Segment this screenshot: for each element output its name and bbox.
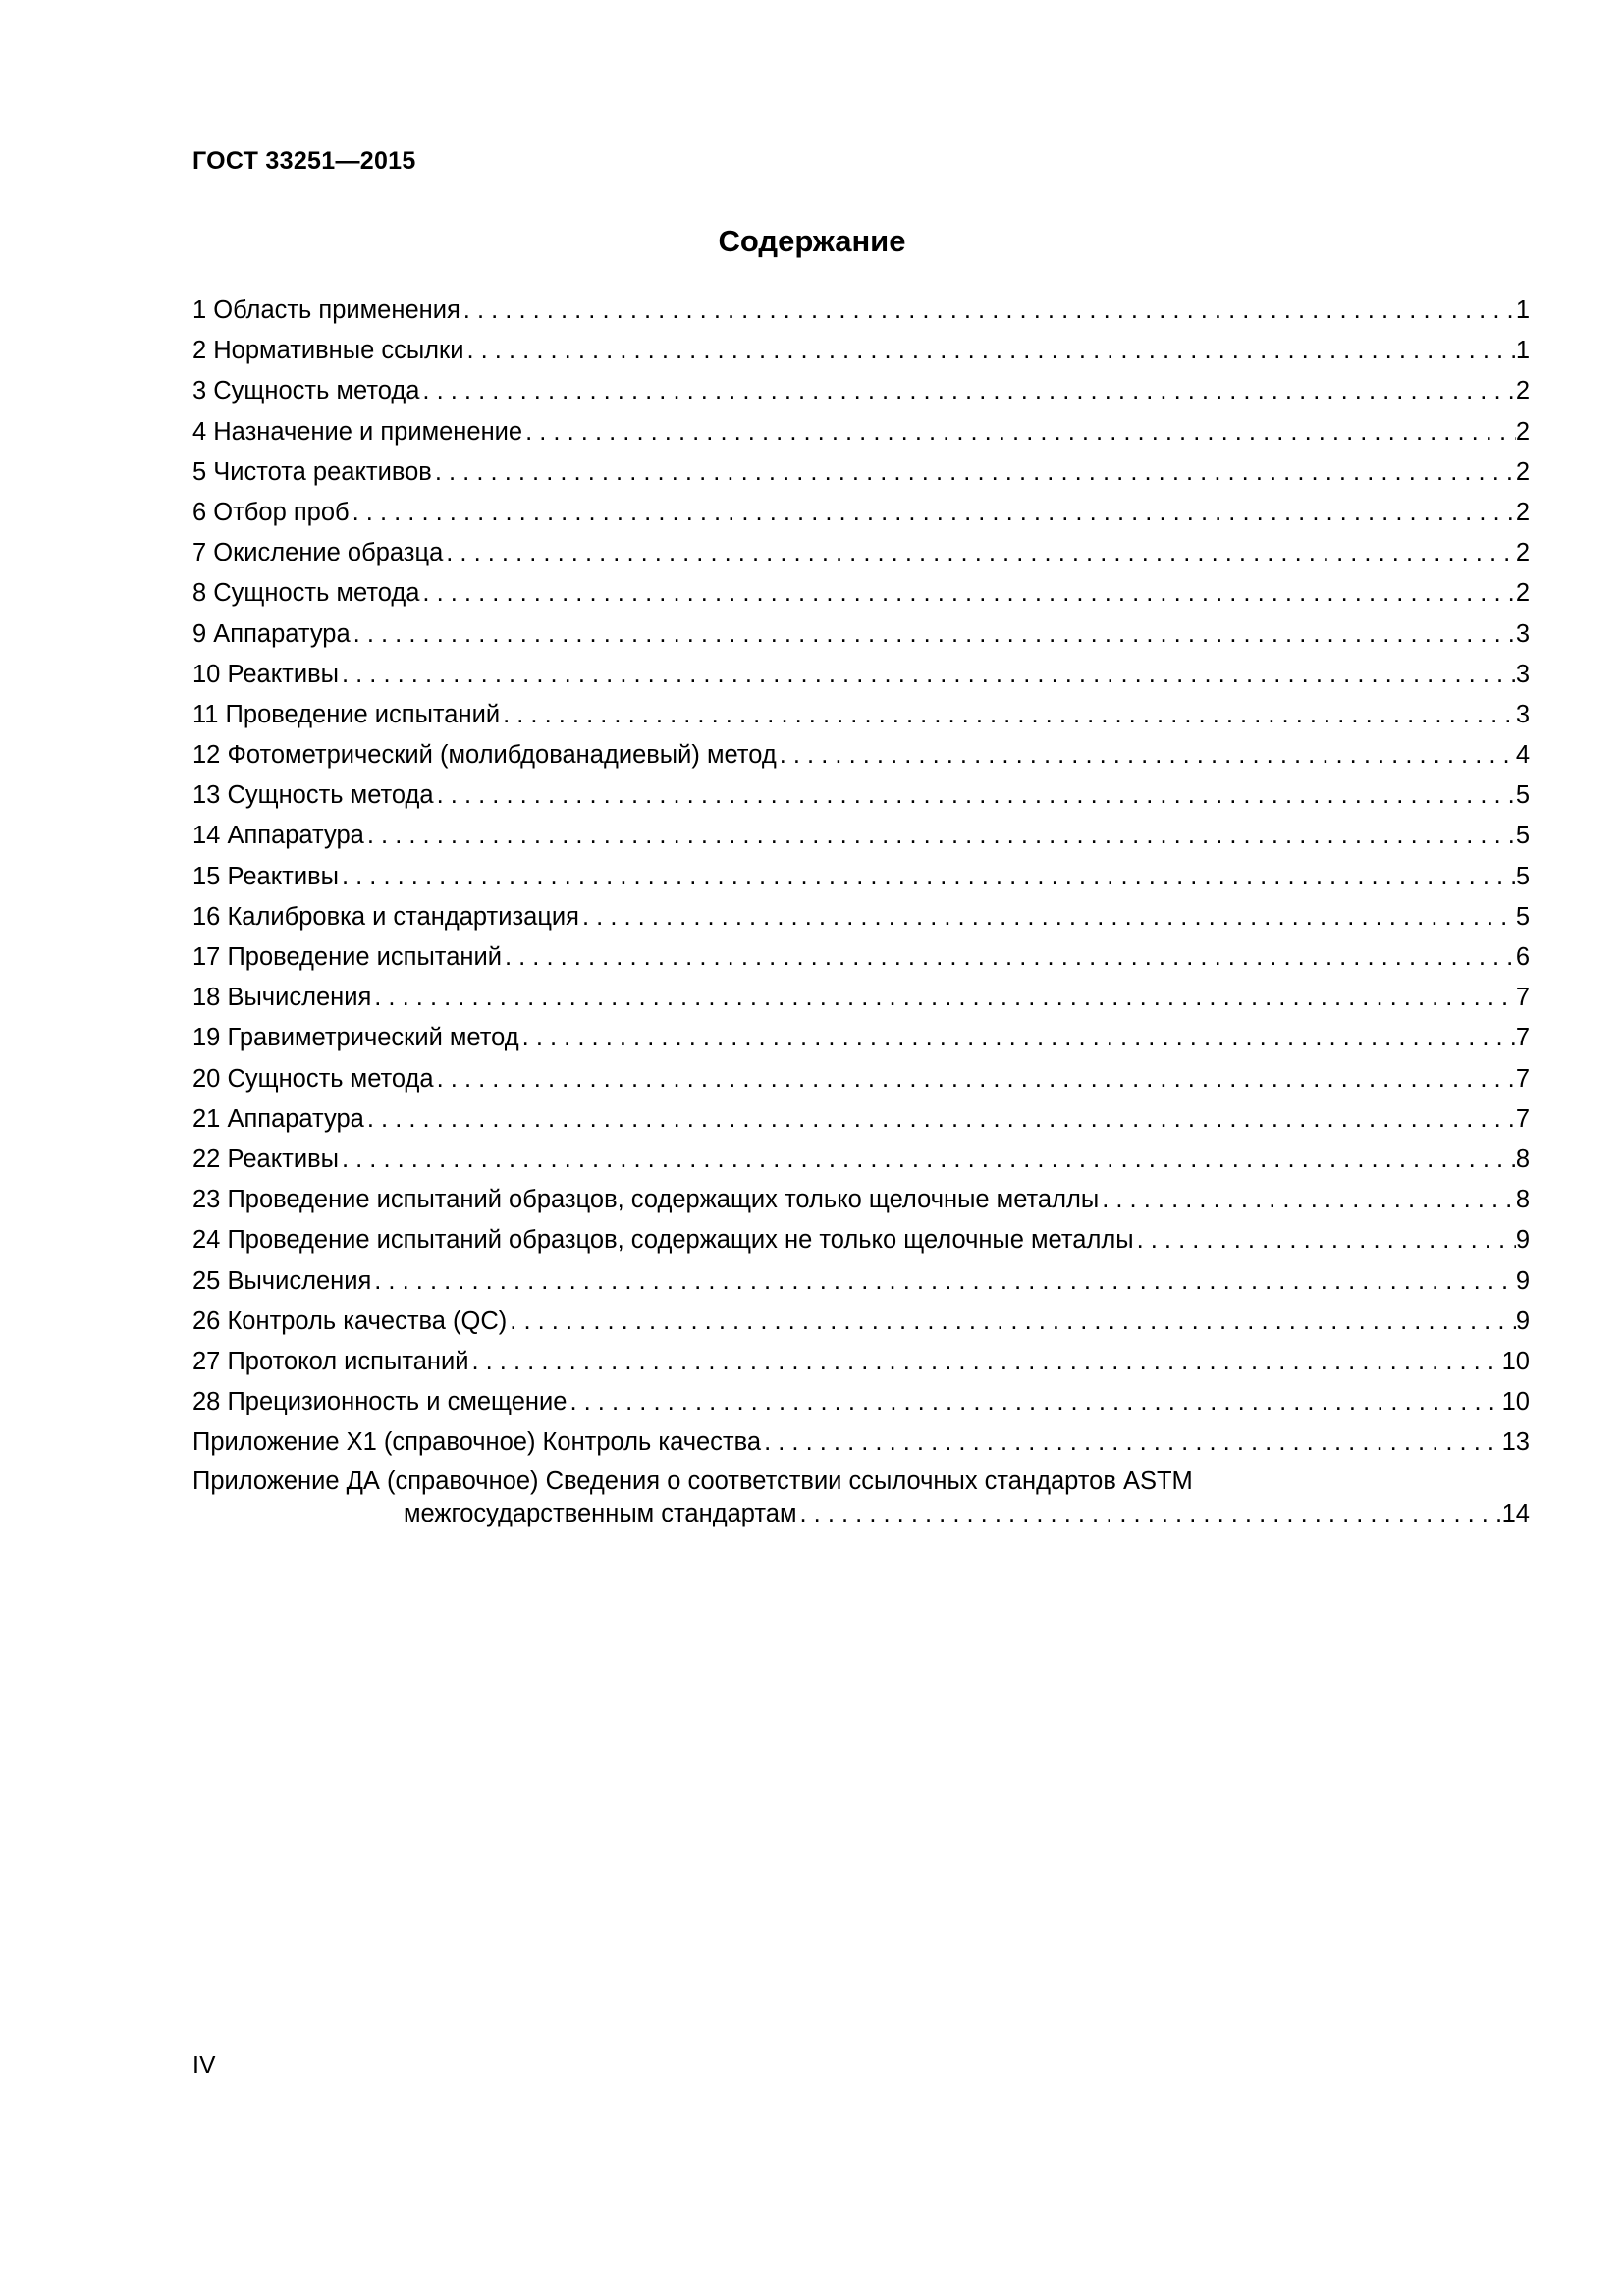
toc-entry-label: 19 Гравиметрический метод — [192, 1024, 519, 1052]
toc-entry[interactable] — [192, 816, 1530, 856]
dot-leader — [364, 1099, 1516, 1140]
toc-entry[interactable] — [192, 573, 1530, 614]
toc-entry-label: 5 Чистота реактивов — [192, 457, 432, 486]
toc-entry[interactable] — [192, 857, 1530, 897]
toc-entry-label: 3 Сущность метода — [192, 377, 420, 405]
dot-leader — [761, 1422, 1502, 1463]
toc-entry[interactable] — [192, 1140, 1530, 1180]
toc-entry-label: 27 Протокол испытаний — [192, 1347, 469, 1375]
dot-leader — [777, 735, 1516, 775]
toc-entry[interactable] — [192, 1422, 1530, 1463]
dot-leader — [419, 371, 1515, 411]
dot-leader — [1099, 1180, 1516, 1220]
toc-entry-label: 10 Реактивы — [192, 660, 339, 688]
dot-leader — [500, 695, 1516, 735]
toc-entry-label-continuation: межгосударственным стандартам — [404, 1500, 797, 1528]
toc-entry-label: 11 Проведение испытаний — [192, 700, 501, 728]
dot-leader — [339, 857, 1516, 897]
toc-entry-label: 18 Вычисления — [192, 984, 372, 1012]
toc-entry-label: 21 Аппаратура — [192, 1104, 364, 1133]
toc-entry-page: 13 — [1501, 1428, 1530, 1457]
dot-leader — [1134, 1220, 1516, 1260]
toc-entry[interactable] — [192, 533, 1530, 573]
dot-leader — [519, 1018, 1516, 1058]
toc-title: Содержание — [718, 224, 906, 258]
toc-entry-page: 4 — [1515, 741, 1530, 770]
toc-entry-page: 5 — [1515, 902, 1530, 931]
toc-entry[interactable] — [192, 371, 1530, 411]
toc-entry-page: 10 — [1501, 1388, 1530, 1416]
dot-leader — [371, 1261, 1516, 1302]
toc-entry-label: 25 Вычисления — [192, 1266, 372, 1295]
page-number: IV — [192, 2052, 216, 2079]
toc-entry-label: 22 Реактивы — [192, 1145, 339, 1173]
toc-entry-page: 7 — [1515, 1064, 1530, 1093]
toc-entry-label: 13 Сущность метода — [192, 781, 434, 810]
toc-entry[interactable] — [192, 655, 1530, 695]
dot-leader — [351, 614, 1516, 655]
toc-entry-page: 8 — [1515, 1186, 1530, 1214]
dot-leader — [443, 533, 1516, 573]
dot-leader — [371, 978, 1516, 1018]
toc-entry-page: 9 — [1515, 1266, 1530, 1295]
toc-entry[interactable] — [192, 291, 1530, 331]
toc-entry-label: Приложение X1 (справочное) Контроль качества — [192, 1428, 762, 1457]
dot-leader — [567, 1382, 1501, 1422]
toc-entry-page: 1 — [1515, 337, 1530, 365]
toc-entry[interactable] — [192, 735, 1530, 775]
toc-entry-label: 15 Реактивы — [192, 862, 339, 890]
toc-entry-label: 24 Проведение испытаний образцов, содержащих не только щелочные металлы — [192, 1226, 1134, 1255]
toc-entry-label: 9 Аппаратура — [192, 619, 351, 648]
toc-entry[interactable] — [192, 412, 1530, 453]
toc-entry[interactable] — [192, 1018, 1530, 1058]
dot-leader — [434, 1059, 1516, 1099]
toc-entry-page: 2 — [1515, 377, 1530, 405]
toc-entry-page: 2 — [1515, 417, 1530, 446]
toc-entry[interactable] — [192, 897, 1530, 937]
toc-entry[interactable] — [192, 1220, 1530, 1260]
toc-entry-page: 2 — [1515, 457, 1530, 486]
toc-entry-page: 14 — [1501, 1500, 1530, 1528]
toc-entry-appendix-da[interactable] — [192, 1463, 1530, 1530]
toc-entry-label: Приложение ДА (справочное) Сведения о соответствии ссылочных стандартов ASTM — [192, 1468, 1193, 1496]
dot-leader — [364, 816, 1516, 856]
toc-entry-page: 9 — [1515, 1226, 1530, 1255]
toc-entry-page: 10 — [1501, 1347, 1530, 1375]
dot-leader — [460, 291, 1516, 331]
dot-leader — [434, 775, 1516, 816]
toc-entry[interactable] — [192, 1342, 1530, 1382]
dot-leader — [579, 897, 1516, 937]
toc-entry-page: 5 — [1515, 781, 1530, 810]
toc-entry[interactable] — [192, 937, 1530, 978]
toc-entry[interactable] — [192, 1382, 1530, 1422]
dot-leader — [432, 453, 1516, 493]
toc-entry-page: 1 — [1515, 296, 1530, 324]
toc-entry-page: 3 — [1515, 660, 1530, 688]
dot-leader — [796, 1498, 1501, 1530]
dot-leader — [507, 1302, 1516, 1342]
dot-leader — [522, 412, 1516, 453]
toc-entry[interactable] — [192, 1059, 1530, 1099]
toc-entry-label: 23 Проведение испытаний образцов, содержащих только щелочные металлы — [192, 1186, 1100, 1214]
toc-entry-label: 20 Сущность метода — [192, 1064, 434, 1093]
dot-leader — [463, 331, 1515, 371]
toc-entry-page: 7 — [1515, 1024, 1530, 1052]
dot-leader — [339, 655, 1516, 695]
dot-leader — [502, 937, 1516, 978]
toc-entry-page: 7 — [1515, 1104, 1530, 1133]
toc-entry-label: 12 Фотометрический (молибдованадиевый) метод — [192, 741, 777, 770]
toc-entry-page: 7 — [1515, 984, 1530, 1012]
toc-entry-page: 2 — [1515, 539, 1530, 567]
toc-entry[interactable] — [192, 1180, 1530, 1220]
document-id: ГОСТ 33251—2015 — [192, 147, 416, 175]
toc-entry-label: 8 Сущность метода — [192, 579, 420, 608]
toc-entry-label: 7 Окисление образца — [192, 539, 444, 567]
toc-entry-label: 1 Область применения — [192, 296, 460, 324]
toc-entry-label: 4 Назначение и применение — [192, 417, 523, 446]
toc-entry[interactable] — [192, 453, 1530, 493]
toc-entry-label: 2 Нормативные ссылки — [192, 337, 464, 365]
dot-leader — [339, 1140, 1516, 1180]
toc-entry[interactable] — [192, 614, 1530, 655]
toc-entry-page: 2 — [1515, 498, 1530, 526]
toc-entry-page: 5 — [1515, 862, 1530, 890]
toc-entry-page: 2 — [1515, 579, 1530, 608]
toc-entry-label: 6 Отбор проб — [192, 498, 350, 526]
toc-entry-label: 14 Аппаратура — [192, 822, 364, 850]
table-of-contents — [192, 291, 1530, 1530]
dot-leader — [468, 1342, 1501, 1382]
toc-entry-page: 8 — [1515, 1145, 1530, 1173]
toc-entry-label: 28 Прецизионность и смещение — [192, 1388, 568, 1416]
toc-entry[interactable] — [192, 1261, 1530, 1302]
toc-entry[interactable] — [192, 331, 1530, 371]
toc-entry-continuation — [192, 1498, 1530, 1530]
toc-entry[interactable] — [192, 695, 1530, 735]
toc-entry-page: 5 — [1515, 822, 1530, 850]
dot-leader — [350, 493, 1516, 533]
toc-entry-page: 3 — [1515, 700, 1530, 728]
dot-leader — [419, 573, 1515, 614]
toc-entry-label: 16 Калибровка и стандартизация — [192, 902, 579, 931]
toc-entry-label: 17 Проведение испытаний — [192, 943, 502, 971]
toc-entry-page: 6 — [1515, 943, 1530, 971]
toc-entry-page: 3 — [1515, 619, 1530, 648]
toc-entry[interactable] — [192, 493, 1530, 533]
toc-entry[interactable] — [192, 775, 1530, 816]
toc-entry-label: 26 Контроль качества (QC) — [192, 1307, 508, 1335]
toc-entry[interactable] — [192, 978, 1530, 1018]
toc-entry[interactable] — [192, 1302, 1530, 1342]
toc-entry-page: 9 — [1515, 1307, 1530, 1335]
toc-entry[interactable] — [192, 1099, 1530, 1140]
